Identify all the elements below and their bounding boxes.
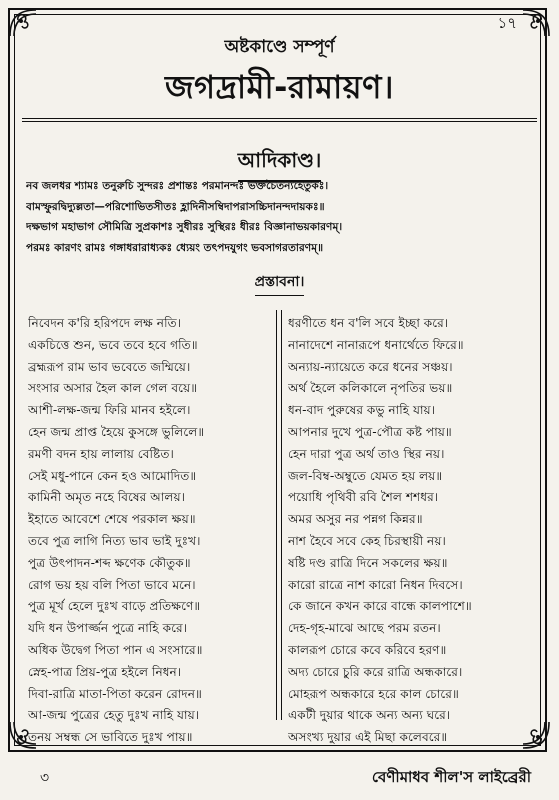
verse-column-right: [288, 313, 528, 749]
column-divider: [276, 310, 282, 720]
sloka-line: পরমঃ কারণং রামঃ গঙ্গাধরারাধ্যকঃ ধ্যেয়ং তৎপদযুগং ভবসাগরতারণম্॥: [26, 241, 324, 254]
verse-line: অসংখ্য দুয়ার এই মিছা কলেবরে॥: [288, 730, 448, 745]
subsection-title: [0, 270, 559, 296]
verse-line: অদ্য চোরে চুরি করে রাত্রি অন্ধকারে।: [288, 664, 463, 679]
verse-line: আশী-লক্ষ-জন্ম ফিরি মানব হইলে।: [28, 403, 191, 418]
sloka-block: [26, 176, 534, 258]
verse-line: কালরূপ চোরে কবে করিবে হরণ॥: [288, 642, 447, 657]
section-title-text: আদিকাণ্ড।: [238, 146, 321, 182]
verse-line: নানাদেশে নানারূপে ধনার্থেতে ফিরে॥: [288, 337, 464, 352]
title-divider: [22, 118, 537, 119]
verse-line: কামিনী অমৃত নহে বিষের আলয়।: [28, 490, 186, 505]
main-title: জগদ্রামী-রামায়ণ।: [165, 68, 394, 106]
verse-line: দিবা-রাত্রি মাতা-পিতা করেন রোদন॥: [28, 686, 202, 701]
verse-line: কে জানে কখন কারে বান্ধে কালপাশে॥: [288, 599, 472, 614]
verse-line: তনয় সম্বন্ধ সে ভাবিতে দুঃখ পায়॥: [28, 730, 193, 745]
verse-line: অন্যায়-ন্যায়েতে করে ধনের সঞ্চয়।: [288, 359, 453, 374]
verse-line: পুত্র উৎপাদন-শব্দ ক্ষণেক কৌতুক॥: [28, 555, 191, 570]
verse-line: একচিত্তে শুন, ভবে তবে হবে গতি॥: [28, 337, 198, 352]
verse-line: সেই মধু-পানে কেন হও আমোদিত॥: [28, 468, 197, 483]
verse-line: দেহ-গৃহ-মাঝে আছে পরম রতন।: [288, 621, 441, 636]
footer-publisher: বেণীমাধব শীল'স লাইব্রেরী: [371, 768, 531, 786]
verse-line: ষষ্টি দণ্ড রাত্রি দিনে সকলের ক্ষয়॥: [288, 555, 448, 570]
verse-line: ব্রহ্মরূপ রাম ভাব ভবেতে জম্মিয়ে।: [28, 359, 191, 374]
verse-line: হেন দারা পুত্র অর্থ তাও স্থির নয়।: [288, 446, 445, 461]
footer-page-number: ৩: [40, 770, 50, 786]
verse-line: ধন-বাদ পুরুষের কভু নাহি যায়।: [288, 403, 436, 418]
verse-line: ইহাতে আবেশে শেষে পরকাল ক্ষয়॥: [28, 512, 196, 527]
verse-line: অমর অসুর নর পন্নগ কিন্নর॥: [288, 512, 423, 527]
sloka-line: বামস্ফুরদ্বিদ্যুল্লতা—পরিশোভিতসীতঃ হ্লাদিনীসম্বিদাপরাসচ্চিদানন্দদায়কঃ॥: [26, 200, 325, 213]
verse-line: নাশ হৈবে সবে কেহ চিরস্থায়ী নয়।: [288, 533, 446, 548]
sloka-line: দক্ষভাগ মহাভাগ সৌমিত্রি সুপ্রকাশঃ সুধীরঃ সুস্থিরঃ ধীরঃ বিজ্ঞানাভয়কারণম্।: [26, 221, 343, 233]
verse-column-left: [28, 313, 276, 749]
verse-line: মোহরূপ অন্ধকারে হরে কাল চোরে॥: [288, 686, 459, 701]
verse-line: অর্থ হৈলে কলিকালে নৃপতির ভয়॥: [288, 381, 453, 396]
verse-line: জল-বিম্ব-অম্বুতে যেমত হয় লয়॥: [288, 468, 443, 483]
verse-line: সংসার অসার হৈল কাল গেল বয়ে॥: [28, 381, 198, 396]
verse-line: তবে পুত্র লাগি নিত্য ভাব ভাই দুঃখ।: [28, 533, 201, 548]
verse-line: আপনার দুখে পুত্র-পৌত্র কষ্ট পায়॥: [288, 424, 452, 439]
verse-line: হেন জন্ম প্রাপ্ত হৈয়ে কুসঙ্গে ভুলিলে॥: [28, 424, 205, 439]
verse-line: একটী দুয়ার থাকে অন্য অন্য ঘরে।: [288, 708, 451, 723]
verse-line: রোগ ভয় হয় বলি পিতা ভাবে মনে।: [28, 577, 196, 592]
verse-line: কারো রাত্রে নাশ কারো নিধন দিবসে।: [288, 577, 463, 592]
verse-line: পুত্র মূর্খ হেলে দুঃখ বাড়ে প্রতিক্ষণে॥: [28, 599, 201, 614]
pre-title: অষ্টকাণ্ডে সম্পূর্ণ: [224, 37, 335, 57]
sloka-line: নব জলধর শ্যামঃ তনুরুচি সুন্দরঃ প্রশান্তঃ পরমানন্দঃ ভক্তচৈতন্যহেতুকঃ।: [26, 180, 329, 192]
verse-line: নিবেদন ক'রি হরিপদে লক্ষ নতি।: [28, 316, 182, 330]
verse-line: আ-জন্ম পুত্রের হেতু দুঃখ নাহি যায়।: [28, 708, 200, 723]
verse-line: ধরণীতে ধন ব'লি সবে ইচ্ছা করে।: [288, 316, 449, 330]
page-number: ১৭: [497, 14, 517, 32]
subsection-title-text: প্রস্তাবনা।: [255, 270, 305, 296]
verse-line: পয়োধি পৃথিবী রবি শৈল শশধর।: [288, 490, 439, 505]
verse-line: যদি ধন উপার্জ্জন পুত্রে নাহি করে।: [28, 621, 188, 636]
verse-line: স্নেহ-পাত্র প্রিয়-পুত্র হইলে নিধন।: [28, 664, 182, 679]
verse-line: অধিক উদ্বেগ পিতা পান এ সংসারে॥: [28, 642, 203, 657]
title-divider: [22, 121, 537, 122]
verse-line: রমণী বদন হায় লালায় বেষ্টিত।: [28, 446, 174, 461]
